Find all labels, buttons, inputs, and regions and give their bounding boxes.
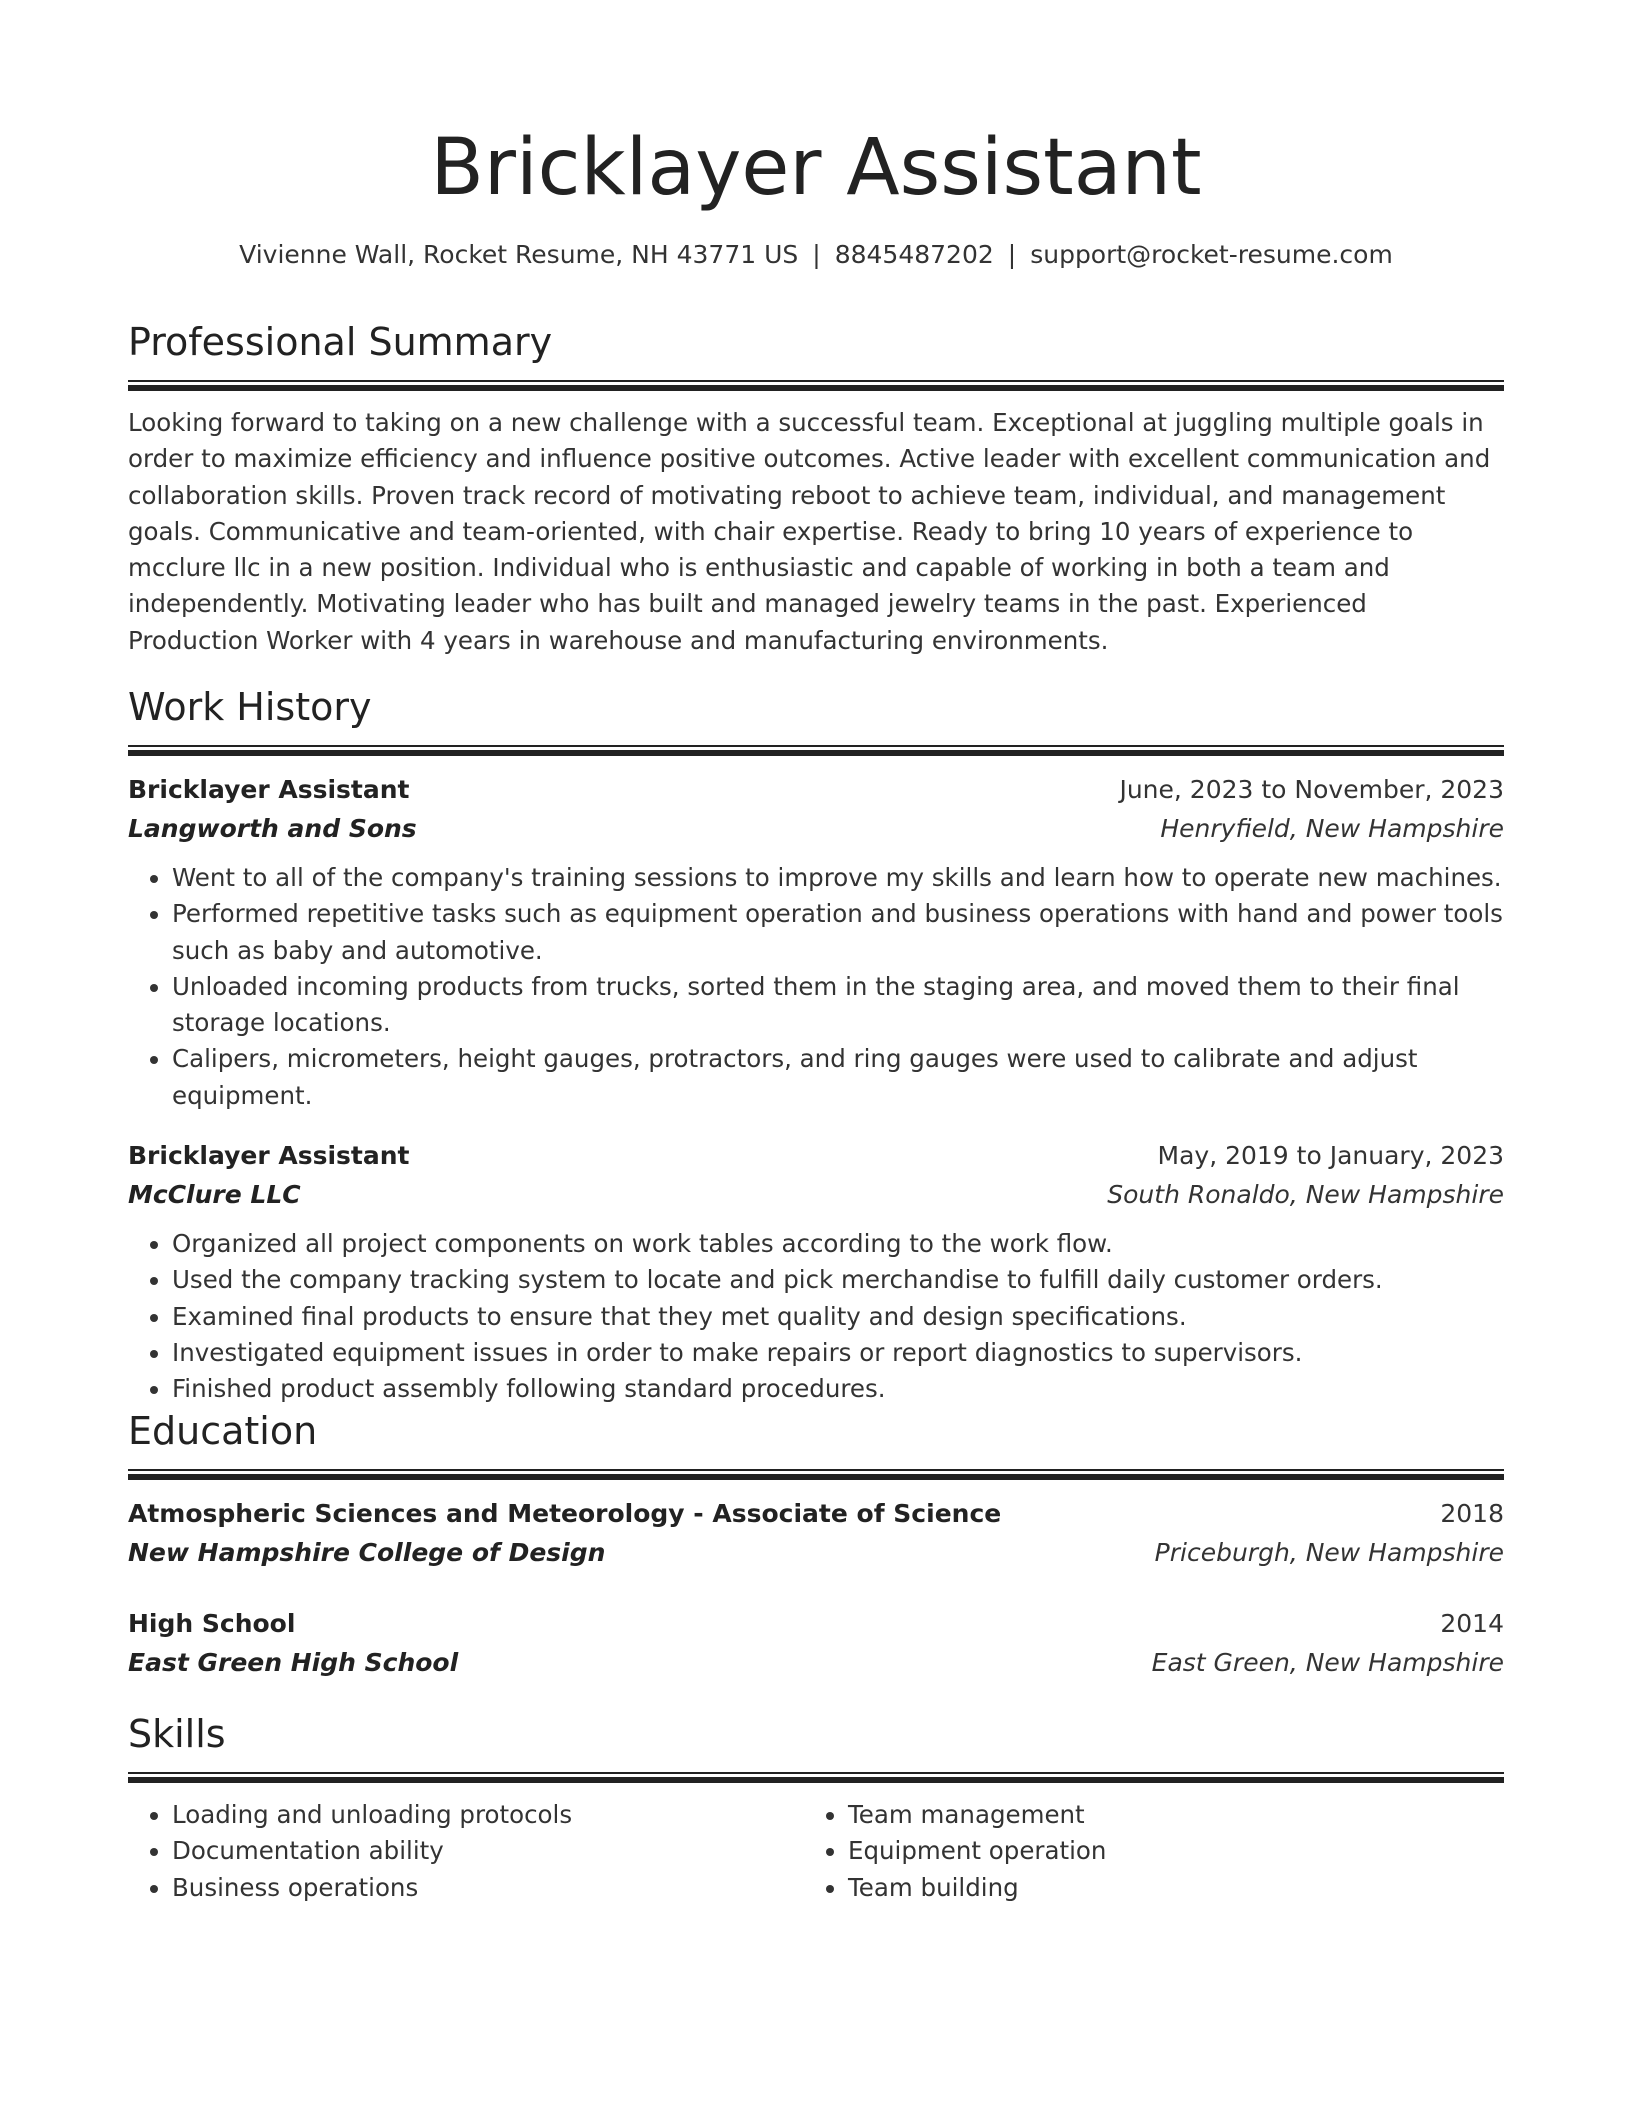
job-bullet-list: [128, 1226, 1504, 1407]
education-entry: [128, 1494, 1504, 1572]
education-section: [128, 1405, 1504, 1682]
job-header-row: [128, 770, 1504, 809]
education-location: East Green, New Hampshire: [1151, 1648, 1504, 1677]
skills-columns: [128, 1797, 1504, 1906]
education-degree: High School: [128, 1609, 296, 1638]
job-bullet-list: [128, 860, 1504, 1114]
skill-item: • Equipment operation: [848, 1833, 1480, 1869]
contact-line: [128, 237, 1504, 273]
job-company-row: [128, 1175, 1504, 1214]
job-title: Bricklayer Assistant: [128, 775, 410, 804]
section-divider: [128, 1772, 1504, 1783]
list-item: • Examined final products to ensure that they met quality and design specifications.: [172, 1299, 1504, 1335]
education-school: New Hampshire College of Design: [128, 1538, 606, 1567]
contact-separator: |: [812, 240, 821, 269]
job-dates: May, 2019 to January, 2023: [1157, 1141, 1504, 1171]
job-entry: [128, 770, 1504, 1114]
list-item: • Finished product assembly following standard procedures.: [172, 1371, 1504, 1407]
section-heading: Skills: [128, 1712, 226, 1756]
summary-section: [128, 316, 1504, 659]
education-year: 2018: [1440, 1499, 1504, 1528]
education-year: 2014: [1440, 1609, 1504, 1638]
list-item: • Performed repetitive tasks such as equipment operation and business operations with hand and power tools such as baby and automotive.: [172, 896, 1504, 969]
resume-title: Bricklayer Assistant: [430, 123, 1202, 213]
list-item: • Used the company tracking system to locate and pick merchandise to fulfill daily customer orders.: [172, 1262, 1504, 1298]
skill-item: • Documentation ability: [172, 1833, 804, 1869]
contact-separator: |: [1007, 240, 1017, 269]
skills-section: [128, 1708, 1504, 1906]
job-title: Bricklayer Assistant: [128, 1141, 410, 1171]
skill-item: • Business operations: [172, 1870, 804, 1906]
section-heading: Professional Summary: [128, 320, 553, 364]
education-school-row: [128, 1533, 1504, 1572]
job-company: McClure LLC: [128, 1180, 301, 1210]
section-heading: Education: [128, 1409, 318, 1453]
skill-item: • Loading and unloading protocols: [172, 1797, 804, 1833]
job-location: Henryfield, New Hampshire: [1160, 814, 1504, 843]
skill-item: • Team management: [848, 1797, 1480, 1833]
skills-list: [128, 1797, 804, 1906]
skills-column-left: [128, 1797, 804, 1906]
education-entry: [128, 1604, 1504, 1682]
education-school-row: [128, 1643, 1504, 1682]
list-item: • Went to all of the company's training sessions to improve my skills and learn how to operate new machines.: [172, 860, 1504, 896]
contact-address: Vivienne Wall, Rocket Resume, NH 43771 US: [239, 240, 799, 269]
section-divider: [128, 380, 1504, 391]
list-item: • Organized all project components on work tables according to the work flow.: [172, 1226, 1504, 1262]
education-school: East Green High School: [128, 1648, 459, 1677]
job-dates: June, 2023 to November, 2023: [1119, 775, 1504, 804]
skills-list: [804, 1797, 1480, 1906]
education-header-row: [128, 1604, 1504, 1643]
education-header-row: [128, 1494, 1504, 1533]
contact-email[interactable]: support@rocket-resume.com: [1030, 240, 1393, 269]
education-location: Priceburgh, New Hampshire: [1154, 1538, 1504, 1567]
section-heading: Work History: [128, 685, 372, 729]
summary-paragraph: Looking forward to taking on a new challenge with a successful team. Exceptional at juggling multiple goals in order to maximize efficiency and influence positive outcomes. Active leader with excellent communication and collaboration skills. Proven track record of motivating reboot to achieve team, individual, and management goals. Communicative and team-oriented, with chair expertise. Ready to bring 10 years of experience to mcclure llc in a new position. Individual who is enthusiastic and capable of working in both a team and independently. Motivating leader who has built and managed jewelry teams in the past. Experienced Production Worker with 4 years in warehouse and manufacturing environments.: [128, 408, 1491, 655]
contact-phone: 8845487202: [834, 240, 994, 269]
job-entry: [128, 1136, 1504, 1407]
job-company-row: [128, 809, 1504, 848]
section-divider: [128, 1469, 1504, 1480]
list-item: • Calipers, micrometers, height gauges, protractors, and ring gauges were used to calibrate and adjust equipment.: [172, 1041, 1504, 1114]
skills-column-right: [804, 1797, 1480, 1906]
skill-item: • Team building: [848, 1870, 1480, 1906]
list-item: • Unloaded incoming products from trucks, sorted them in the staging area, and moved them to their final storage locations.: [172, 969, 1504, 1042]
education-degree: Atmospheric Sciences and Meteorology - Associate of Science: [128, 1499, 1002, 1528]
job-location: South Ronaldo, New Hampshire: [1107, 1180, 1504, 1210]
list-item: • Investigated equipment issues in order to make repairs or report diagnostics to supervisors.: [172, 1335, 1504, 1371]
section-divider: [128, 745, 1504, 756]
job-company: Langworth and Sons: [128, 814, 417, 843]
job-header-row: [128, 1136, 1504, 1175]
work-history-section: [128, 681, 1504, 1408]
